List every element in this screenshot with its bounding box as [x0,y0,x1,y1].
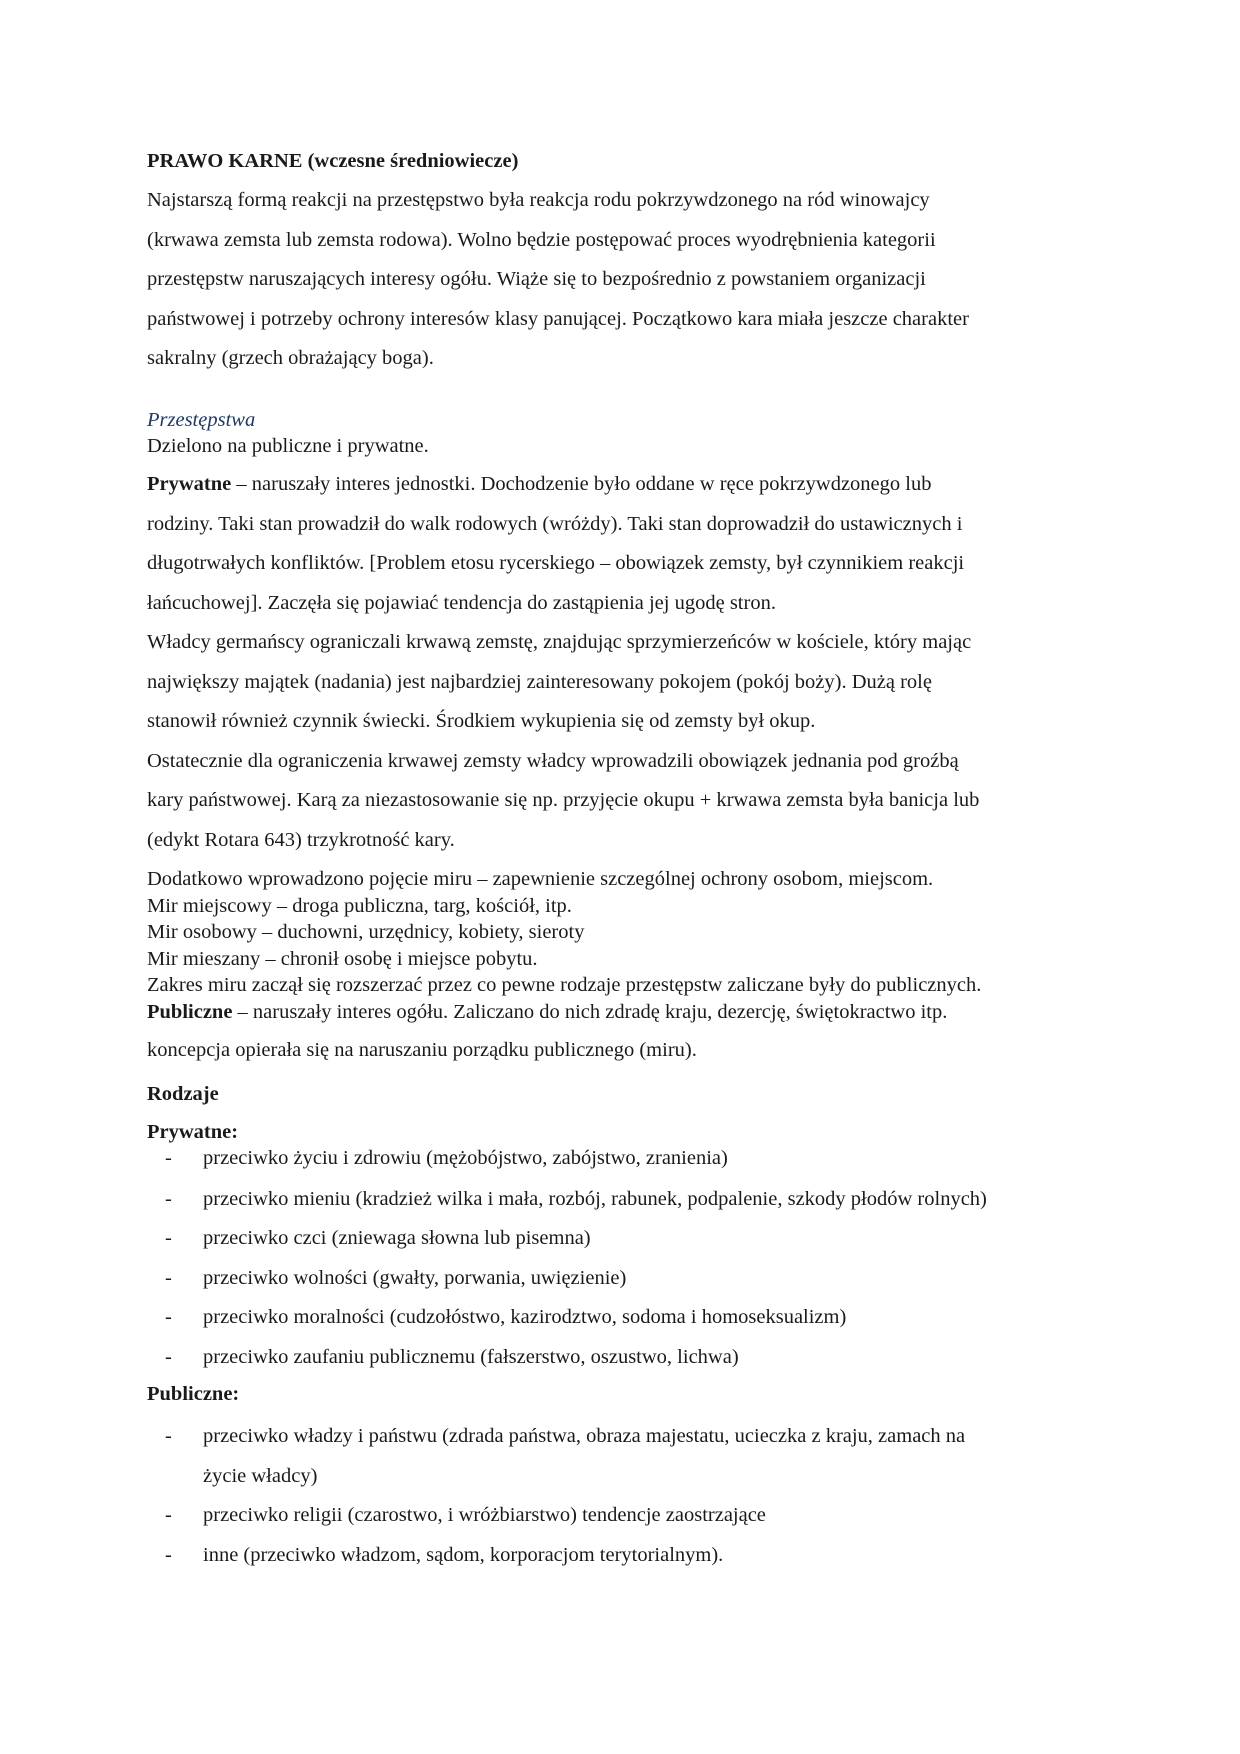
list-dash: - [165,1504,172,1526]
division-line: Dzielono na publiczne i prywatne. [147,434,429,457]
list-dash: - [165,1543,172,1566]
paragraph-line: Ostatecznie dla ograniczenia krwawej zemsty władcy wprowadzili obowiązek jednania pod groźbą [147,749,959,772]
section-heading-przestepstwa: Przestępstwa [147,408,256,431]
paragraph-line [147,465,1092,505]
intro-paragraph [147,181,1092,379]
prywatne-list [147,1145,1092,1378]
paragraph-line: łańcuchowej]. Zaczęła się pojawiać tendencja do zastąpienia jej ugodę stron. [147,591,776,614]
publiczne-list [147,1417,1092,1575]
paragraph-line: Zakres miru zaczął się rozszerzać przez co pewne rodzaje przestępstw zaliczane były do publicznych. [147,974,982,996]
list-item [147,1259,1092,1299]
paragraph-line: Mir mieszany – chronił osobę i miejsce pobytu. [147,947,538,970]
paragraph-line: przestępstw naruszających interesy ogółu. Wiąże się to bezpośrednio z powstaniem organizacji [147,268,926,290]
mir-paragraph [147,866,1092,1025]
list-item [147,1219,1092,1259]
list-item-text: przeciwko mieniu (kradzież wilka i mała, rozbój, rabunek, podpalenie, szkody płodów rolnych) [203,1187,987,1210]
list-item [147,1338,1092,1378]
list-dash: - [165,1266,172,1289]
wladcy-paragraph [147,623,1092,742]
document-title: PRAWO KARNE (wczesne średniowiecze) [147,150,519,172]
list-item-text: inne (przeciwko władzom, sądom, korporacjom terytorialnym). [203,1543,724,1566]
list-item [147,1417,1092,1457]
paragraph-line: Władcy germańscy ograniczali krwawą zemstę, znajdując sprzymierzeńców w kościele, który mając [147,631,972,653]
paragraph-line: Mir miejscowy – droga publiczna, targ, kościół, itp. [147,894,572,917]
list-dash: - [165,1306,172,1328]
list-dash: - [165,1345,172,1368]
paragraph-line: (edykt Rotara 643) trzykrotność kary. [147,828,455,851]
prywatne-list-heading: Prywatne: [147,1120,239,1143]
list-item-text: przeciwko władzy i państwu (zdrada państwa, obraza majestatu, ucieczka z kraju, zamach na [203,1425,966,1447]
paragraph-line: kary państwowej. Karą za niezastosowanie się np. przyjęcie okupu + krwawa zemsta była banicja lub [147,789,980,811]
paragraph-line: długotrwałych konfliktów. [Problem etosu rycerskiego – obowiązek zemsty, był czynnikiem reakcji [147,552,965,574]
list-item-text: przeciwko religii (czarostwo, i wróżbiarstwo) tendencje zaostrzające [203,1504,766,1526]
paragraph-line: państwowej i potrzeby ochrony interesów klasy panującej. Początkowo kara miała jeszcze charakter [147,307,969,330]
document-body [147,148,1092,1575]
list-item-continuation [147,1457,1092,1497]
list-item-text: przeciwko moralności (cudzołóstwo, kazirodztwo, sodoma i homoseksualizm) [203,1306,847,1328]
paragraph-line: Mir osobowy – duchowni, urzędnicy, kobiety, sieroty [147,921,585,943]
paragraph-line: największy majątek (nadania) jest najbardziej zainteresowany pokojem (pokój boży). Dużą rolę [147,670,932,693]
paragraph-line: stanowił również czynnik świecki. Środkiem wykupienia się od zemsty był okup. [147,710,816,732]
list-item [147,1145,1092,1171]
koncepcja-line: koncepcja opierała się na naruszaniu porządku publicznego (miru). [147,1039,697,1061]
list-dash: - [165,1227,172,1249]
list-item-text: przeciwko wolności (gwałty, porwania, uwięzienie) [203,1266,627,1289]
paragraph-line: (krwawa zemsta lub zemsta rodowa). Wolno będzie postępować proces wyodrębnienia kategorii [147,228,936,251]
ostatecznie-paragraph [147,742,1092,861]
list-item-text: przeciwko życiu i zdrowiu (mężobójstwo, zabójstwo, zranienia) [203,1146,728,1169]
prywatne-term: Prywatne [147,473,232,495]
paragraph-line: rodziny. Taki stan prowadził do walk rodowych (wróżdy). Taki stan doprowadził do ustawicznych i [147,512,963,535]
list-dash: - [165,1425,172,1447]
list-item-text: przeciwko czci (zniewaga słowna lub pisemna) [203,1227,591,1249]
publiczne-list-heading: Publiczne: [147,1383,240,1405]
list-item [147,1536,1092,1576]
rodzaje-heading: Rodzaje [147,1082,219,1105]
list-item-text: przeciwko zaufaniu publicznemu (fałszerstwo, oszustwo, lichwa) [203,1345,739,1368]
publiczne-term: Publiczne [147,1000,233,1023]
list-item-text: życie władcy) [203,1464,318,1487]
prywatne-paragraph [147,465,1092,623]
paragraph-line: sakralny (grzech obrażający boga). [147,347,434,369]
paragraph-line: Dodatkowo wprowadzono pojęcie miru – zapewnienie szczególnej ochrony osobom, miejscom. [147,868,934,890]
list-item [147,1298,1092,1338]
list-dash: - [165,1187,172,1210]
list-dash: - [165,1146,172,1169]
list-item [147,1496,1092,1536]
paragraph-line [147,999,1092,1026]
prywatne-definition: – naruszały interes jednostki. Dochodzenie było oddane w ręce pokrzywdzonego lub [231,473,932,495]
list-item [147,1180,1092,1220]
paragraph-line: Najstarszą formą reakcji na przestępstwo była reakcja rodu pokrzywdzonego na ród winowajcy [147,189,930,211]
publiczne-definition: – naruszały interes ogółu. Zaliczano do nich zdradę kraju, dezercję, świętokractwo itp. [232,1000,948,1023]
